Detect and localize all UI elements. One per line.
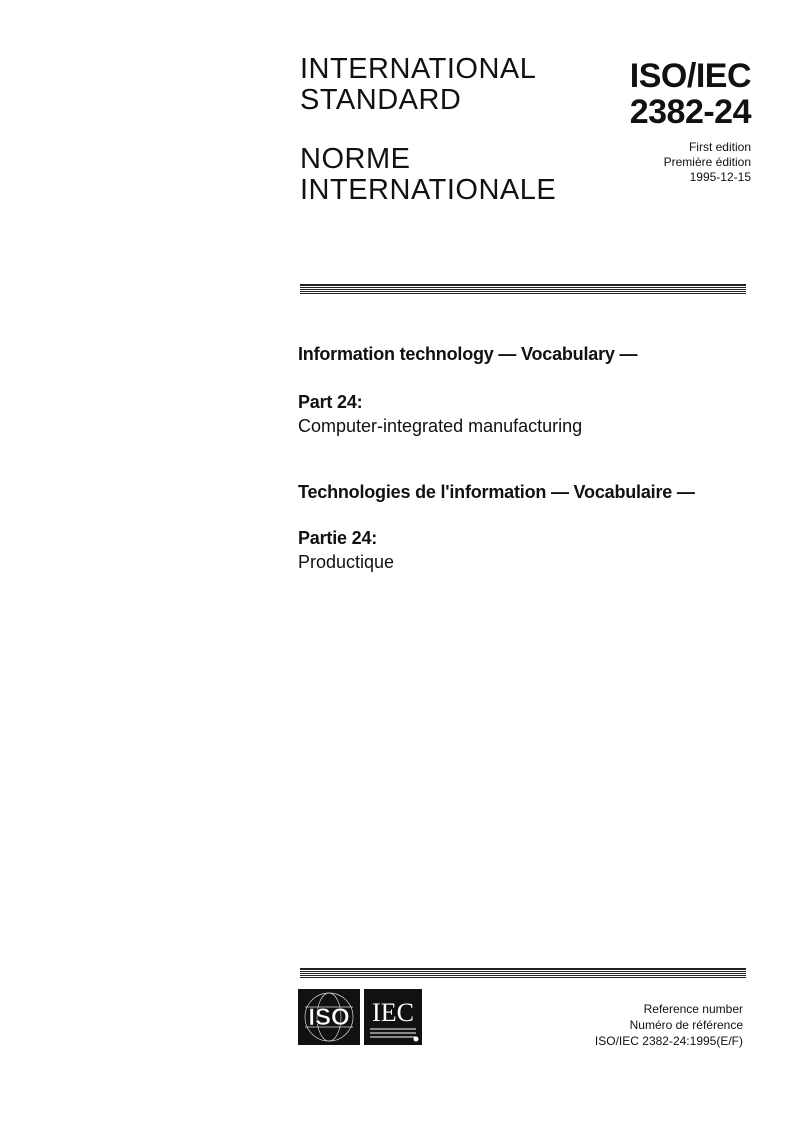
english-title-block xyxy=(298,342,758,366)
reference-label-fr: Numéro de référence xyxy=(629,1018,743,1032)
document-type-en-line-2: STANDARD xyxy=(300,84,462,116)
english-part: Part 24: xyxy=(298,392,363,412)
reference-number: ISO/IEC 2382-24:1995(E/F) xyxy=(594,1034,743,1048)
standard-prefix: ISO/IEC xyxy=(629,57,751,95)
document-type-en-line-1: INTERNATIONAL xyxy=(300,53,537,85)
document-type-en xyxy=(300,54,536,116)
french-part: Partie 24: xyxy=(298,528,378,548)
iec-logo xyxy=(364,989,422,1045)
english-title: Information technology — Vocabulary — xyxy=(298,344,638,364)
iso-globe-icon xyxy=(298,989,360,1045)
edition-info xyxy=(664,140,751,185)
top-divider xyxy=(300,284,746,295)
document-type-fr-line-2: INTERNATIONALE xyxy=(300,174,557,206)
iso-iec-logo xyxy=(298,989,422,1045)
french-part-block xyxy=(298,526,758,574)
bottom-divider xyxy=(300,968,746,979)
iso-logo-text: ISO xyxy=(308,1004,350,1031)
iec-logo-text: IEC xyxy=(372,998,414,1027)
french-title-block xyxy=(298,480,758,504)
document-type-fr-line-1: NORME xyxy=(300,143,411,175)
document-type-fr xyxy=(300,144,556,206)
standard-number: 2382-24 xyxy=(629,93,751,131)
english-subtitle: Computer-integrated manufacturing xyxy=(298,416,583,436)
publication-date: 1995-12-15 xyxy=(689,170,751,184)
iec-mark-icon xyxy=(364,989,422,1045)
standard-designation xyxy=(630,58,751,130)
edition-fr: Première édition xyxy=(663,155,751,169)
edition-en: First edition xyxy=(688,140,751,154)
reference-label-en: Reference number xyxy=(643,1002,743,1016)
english-part-block xyxy=(298,390,758,438)
iso-logo xyxy=(298,989,360,1045)
french-title: Technologies de l'information — Vocabulaire — xyxy=(298,482,695,502)
reference-number-block xyxy=(595,1001,743,1049)
french-subtitle: Productique xyxy=(298,552,395,572)
